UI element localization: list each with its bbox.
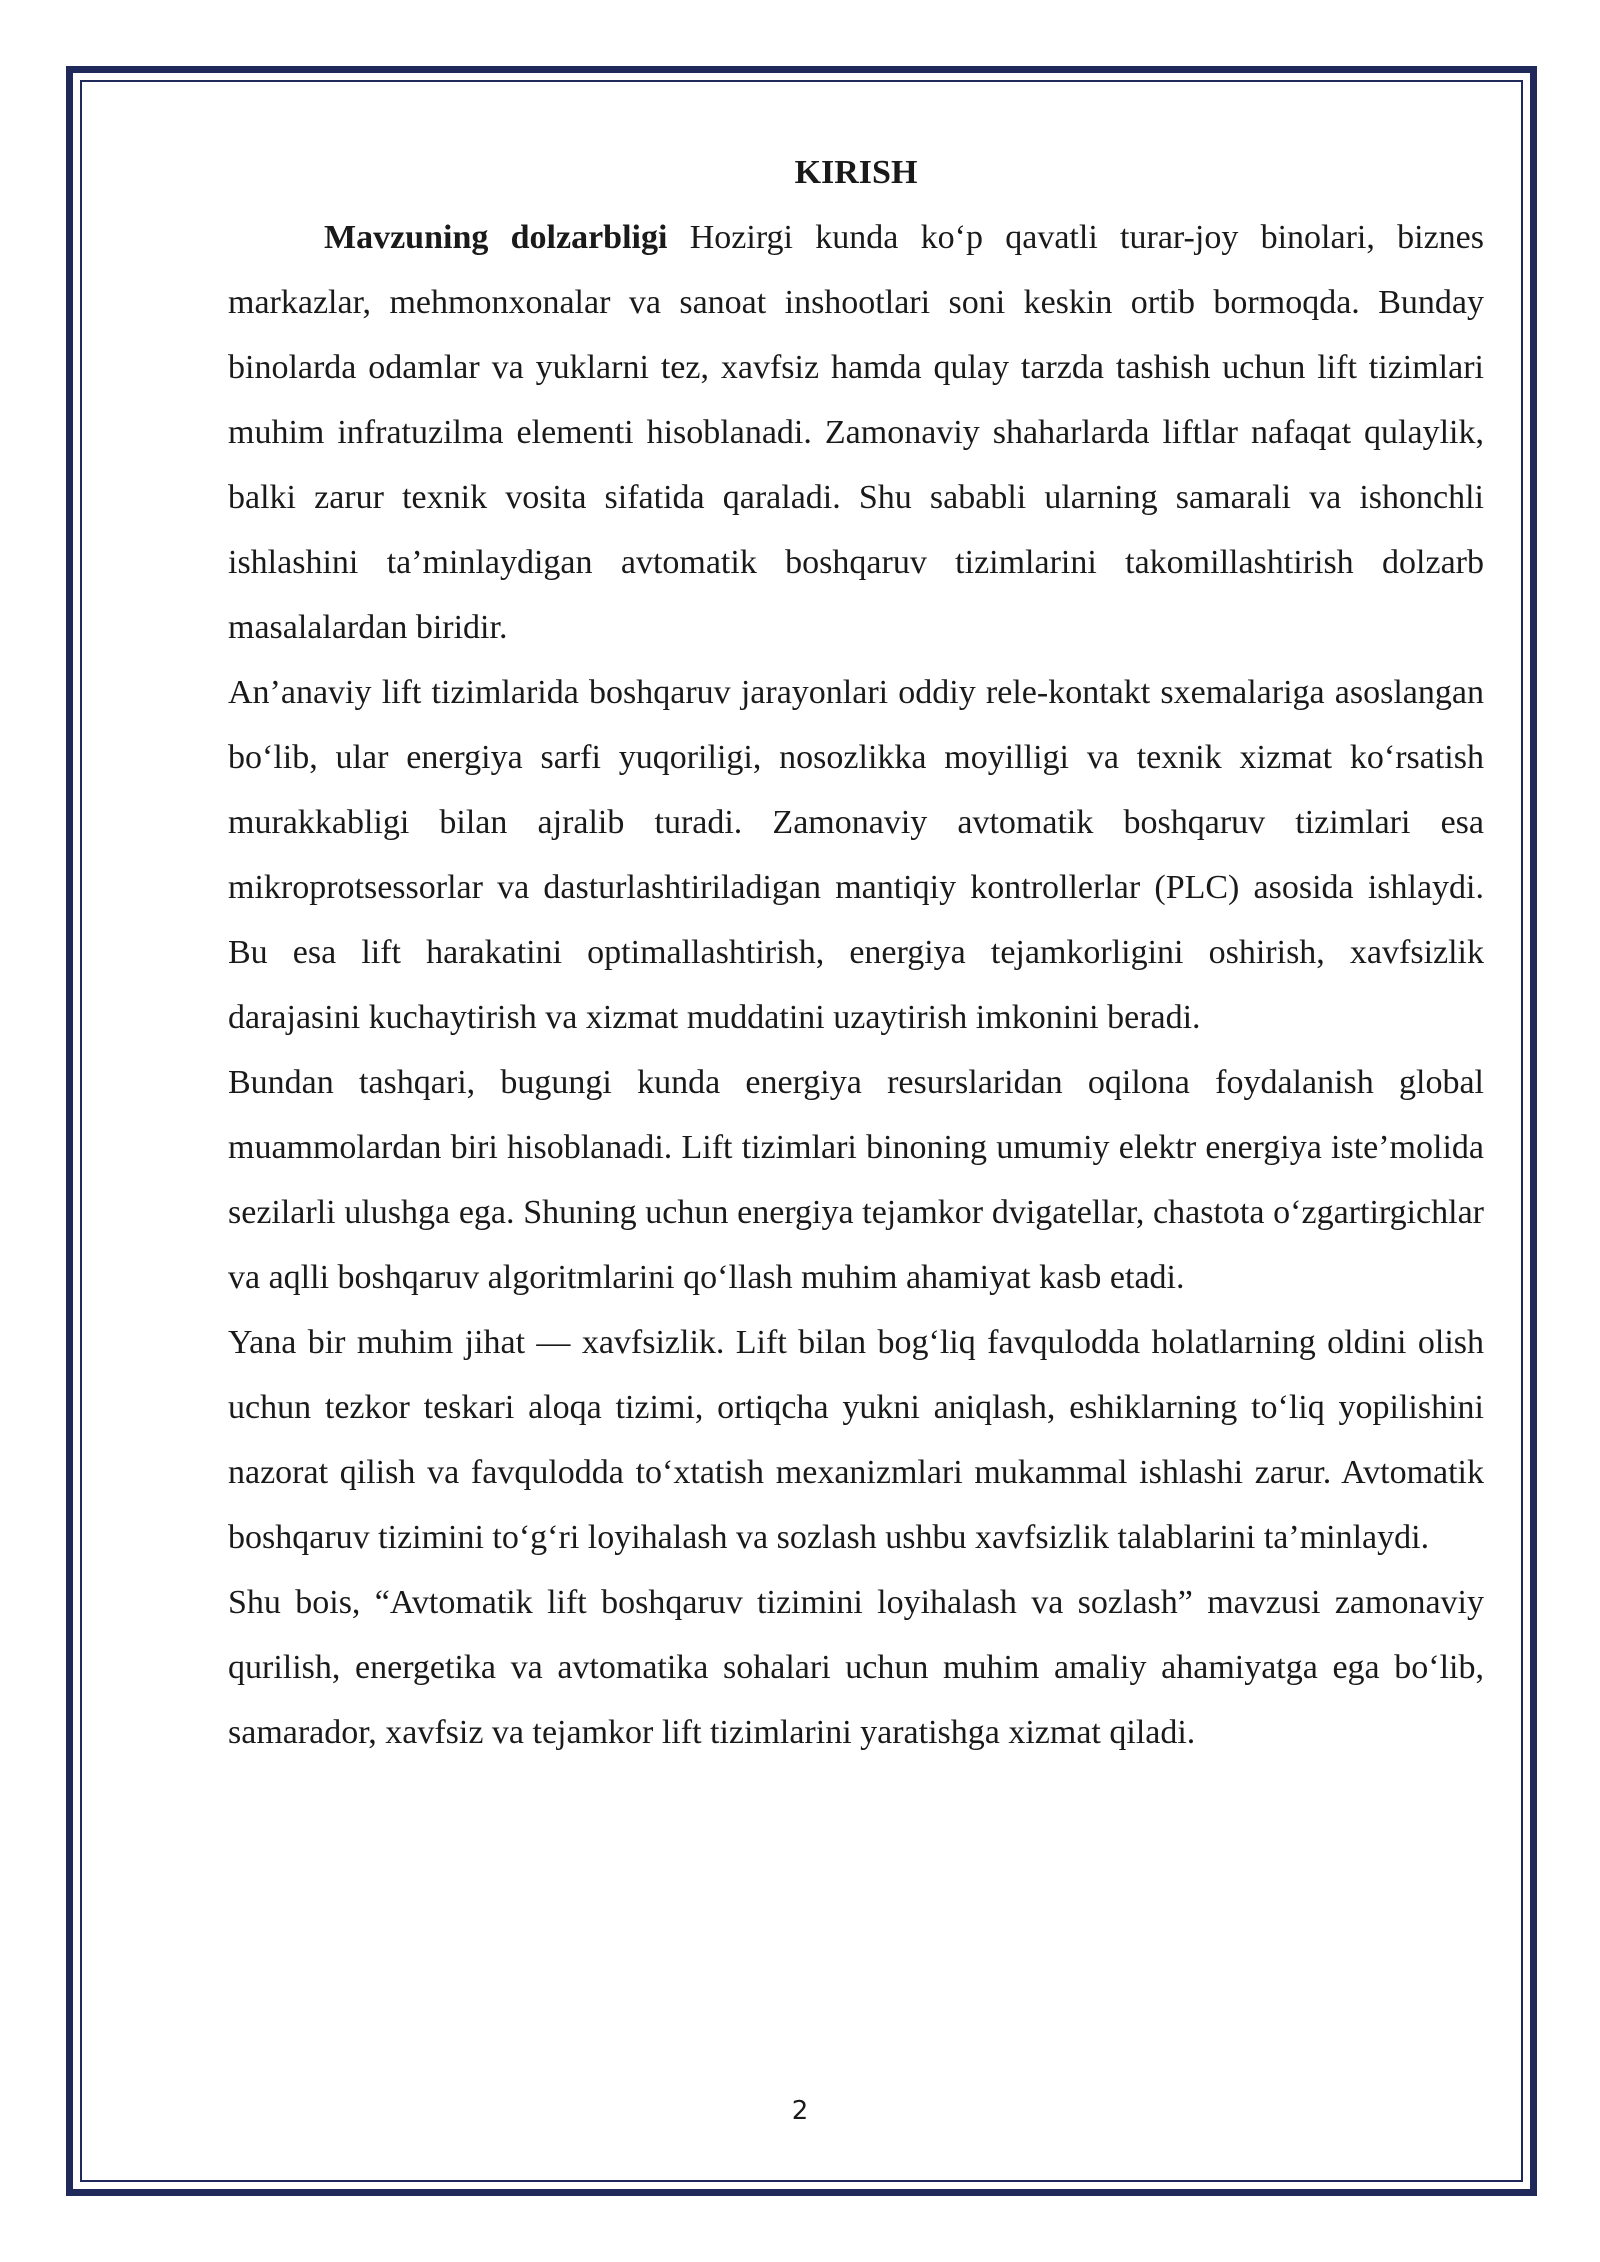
intro-text: Hozirgi kunda ko‘p qavatli turar-joy binolari, biznes markazlar, mehmonxonalar va sanoat inshootlari soni keskin ortib bormoqda. Bunday binolarda odamlar va yuklarni tez, xavfsiz hamda qulay tarzda tashish uchun lift tizimlari muhim infratuzilma elementi hisoblanadi. Zamonaviy shaharlarda liftlar nafaqat qulaylik, balki zarur texnik vosita sifatida qaraladi. Shu sababli ularning samarali va ishonchli ishlashini ta’minlaydigan avtomatik boshqaruv tizimlarini takomillashtirish dolzarb masalalardan biridir. [228, 219, 1485, 646]
intro-paragraph [228, 205, 1484, 660]
paragraph-1: An’anaviy lift tizimlarida boshqaruv jarayonlari oddiy rele-kontakt sxemalariga asoslangan bo‘lib, ular energiya sarfi yuqoriligi, nosozlikka moyilligi va texnik xizmat ko‘rsatish murakkabligi bilan ajralib turadi. Zamonaviy avtomatik boshqaruv tizimlari esa mikroprotsessorlar va dasturlashtiriladigan mantiqiy kontrollerlar (PLC) asosida ishlaydi. Bu esa lift harakatini optimallashtirish, energiya tejamkorligini oshirish, xavfsizlik darajasini kuchaytirish va xizmat muddatini uzaytirish imkonini beradi. [228, 674, 1484, 1036]
page-number: 2 [791, 2096, 809, 2126]
paragraph-3: Yana bir muhim jihat — xavfsizlik. Lift bilan bog‘liq favqulodda holatlarning oldini olish uchun tezkor teskari aloqa tizimi, ortiqcha yukni aniqlash, eshiklarning to‘liq yopilishini nazorat qilish va favqulodda to‘xtatish mexanizmlari mukammal ishlashi zarur. Avtomatik boshqaruv tizimini to‘g‘ri loyihalash va sozlash ushbu xavfsizlik talablarini ta’minlaydi. [228, 1324, 1484, 1556]
intro-lead: Mavzuning dolzarbligi [324, 219, 668, 256]
document-body [228, 140, 1484, 1765]
paragraph-2: Bundan tashqari, bugungi kunda energiya resurslaridan oqilona foydalanish global muammolardan biri hisoblanadi. Lift tizimlari binoning umumiy elektr energiya iste’molida sezilarli ulushga ega. Shuning uchun energiya tejamkor dvigatellar, chastota o‘zgartirgichlar va aqlli boshqaruv algoritmlarini qo‘llash muhim ahamiyat kasb etadi. [228, 1064, 1484, 1296]
paragraph-4: Shu bois, “Avtomatik lift boshqaruv tizimini loyihalash va sozlash” mavzusi zamonaviy qurilish, energetika va avtomatika sohalari uchun muhim amaliy ahamiyatga ega bo‘lib, samarador, xavfsiz va tejamkor lift tizimlarini yaratishga xizmat qiladi. [228, 1584, 1484, 1751]
section-title: KIRISH [794, 154, 918, 191]
